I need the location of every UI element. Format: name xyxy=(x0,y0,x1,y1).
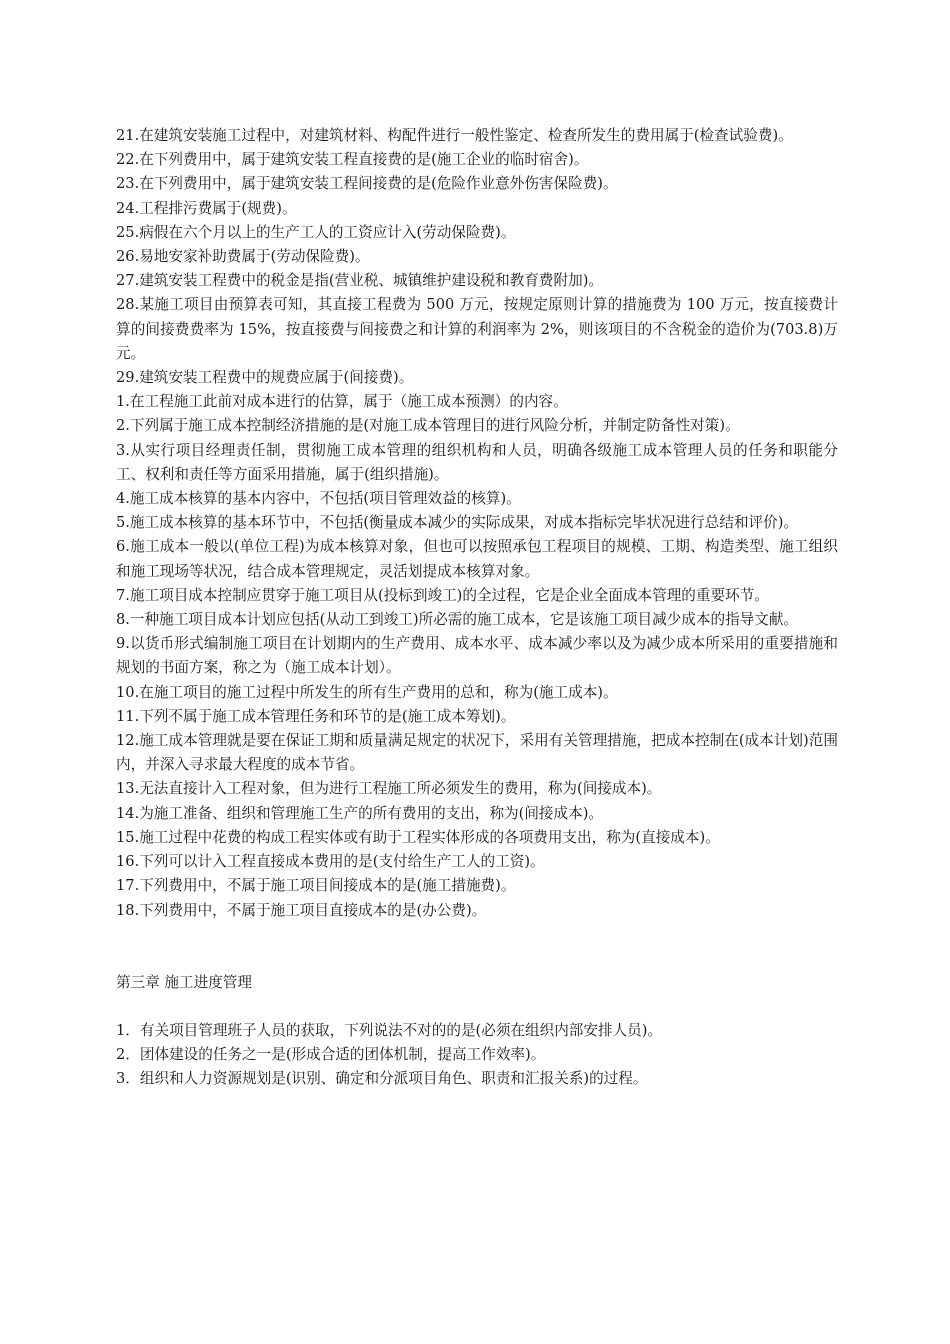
question-item: 29.建筑安装工程费中的规费应属于(间接费)。 xyxy=(116,369,414,387)
chapter-heading: 第三章 施工进度管理 xyxy=(116,973,252,991)
question-item: 8.一种施工项目成本计划应包括(从动工到竣工)所必需的施工成本，它是该施工项目减少成本的指导文献。 xyxy=(116,611,799,629)
question-item: 3.从实行项目经理责任制，贯彻施工成本管理的组织机构和人员，明确各级施工成本管理人员的任务和职能分工、权利和责任等方面采用措施，属于(组织措施)。 xyxy=(116,441,838,483)
question-item: 26.易地安家补助费属于(劳动保险费)。 xyxy=(116,248,370,266)
question-item: 7.施工项目成本控制应贯穿于施工项目从(投标到竣工)的全过程，它是企业全面成本管理的重要环节。 xyxy=(116,586,769,604)
question-item: 1．有关项目管理班子人员的获取，下列说法不对的的是(必须在组织内部安排人员)。 xyxy=(116,1021,663,1039)
question-item: 23.在下列费用中，属于建筑安装工程间接费的是(危险作业意外伤害保险费)。 xyxy=(116,175,618,193)
question-item: 11.下列不属于施工成本管理任务和环节的是(施工成本筹划)。 xyxy=(116,707,516,725)
question-list-cost-management xyxy=(116,390,838,922)
question-item: 24.工程排污费属于(规费)。 xyxy=(116,199,297,217)
question-item: 6.施工成本一般以(单位工程)为成本核算对象，但也可以按照承包工程项目的规模、工期、构造类型、施工组织和施工现场等状况，结合成本管理规定，灵活划提成本核算对象。 xyxy=(116,538,838,580)
question-item: 2．团体建设的任务之一是(形成合适的团体机制，提高工作效率)。 xyxy=(116,1046,546,1064)
question-item: 3．组织和人力资源规划是(识别、确定和分派项目角色、职责和汇报关系)的过程。 xyxy=(116,1070,648,1088)
section-spacer xyxy=(116,923,838,971)
question-list-progress-management xyxy=(116,1019,838,1092)
question-item: 12.施工成本管理就是要在保证工期和质量满足规定的状况下，采用有关管理措施，把成本控制在(成本计划)范围内，并深入寻求最大程度的成本节省。 xyxy=(116,732,838,774)
question-item: 2.下列属于施工成本控制经济措施的是(对施工成本管理目的进行风险分析，并制定防备性对策)。 xyxy=(116,417,740,435)
question-item: 15.施工过程中花费的构成工程实体或有助于工程实体形成的各项费用支出，称为(直接成本)。 xyxy=(116,828,720,846)
question-item: 9.以货币形式编制施工项目在计划期内的生产费用、成本水平、成本减少率以及为减少成本所采用的重要措施和规划的书面方案，称之为（施工成本计划）。 xyxy=(116,635,838,677)
question-item: 10.在施工项目的施工过程中所发生的所有生产费用的总和，称为(施工成本)。 xyxy=(116,683,618,701)
question-item: 17.下列费用中，不属于施工项目间接成本的是(施工措施费)。 xyxy=(116,877,516,895)
question-list-cost-composition xyxy=(116,124,838,390)
question-item: 14.为施工准备、组织和管理施工生产的所有费用的支出，称为(间接成本)。 xyxy=(116,804,604,822)
question-item: 5.施工成本核算的基本环节中，不包括(衡量成本减少的实际成果，对成本指标完毕状况进行总结和评价)。 xyxy=(116,514,799,532)
question-item: 4.施工成本核算的基本内容中，不包括(项目管理效益的核算)。 xyxy=(116,490,521,508)
question-item: 18.下列费用中，不属于施工项目直接成本的是(办公费)。 xyxy=(116,901,487,919)
question-item: 22.在下列费用中，属于建筑安装工程直接费的是(施工企业的临时宿舍)。 xyxy=(116,151,589,169)
document-page xyxy=(116,124,838,1092)
question-item: 25.病假在六个月以上的生产工人的工资应计入(劳动保险费)。 xyxy=(116,223,516,241)
section-spacer xyxy=(116,995,838,1019)
question-item: 1.在工程施工此前对成本进行的估算，属于（施工成本预测）的内容。 xyxy=(116,393,568,411)
question-item: 27.建筑安装工程费中的税金是指(营业税、城镇维护建设税和教育费附加)。 xyxy=(116,272,604,290)
question-item: 16.下列可以计入工程直接成本费用的是(支付给生产工人的工资)。 xyxy=(116,853,545,871)
question-item: 28.某施工项目由预算表可知，其直接工程费为 500 万元，按规定原则计算的措施费为 100 万元，按直接费计算的间接费费率为 15%，按直接费与间接费之和计算的利润率为 2%，则该项目的不含税金的造价为(703.8)万元。 xyxy=(116,296,838,362)
question-item: 21.在建筑安装施工过程中，对建筑材料、构配件进行一般性鉴定、检查所发生的费用属于(检查试验费)。 xyxy=(116,127,793,144)
question-item: 13.无法直接计入工程对象，但为进行工程施工所必须发生的费用，称为(间接成本)。 xyxy=(116,780,662,798)
